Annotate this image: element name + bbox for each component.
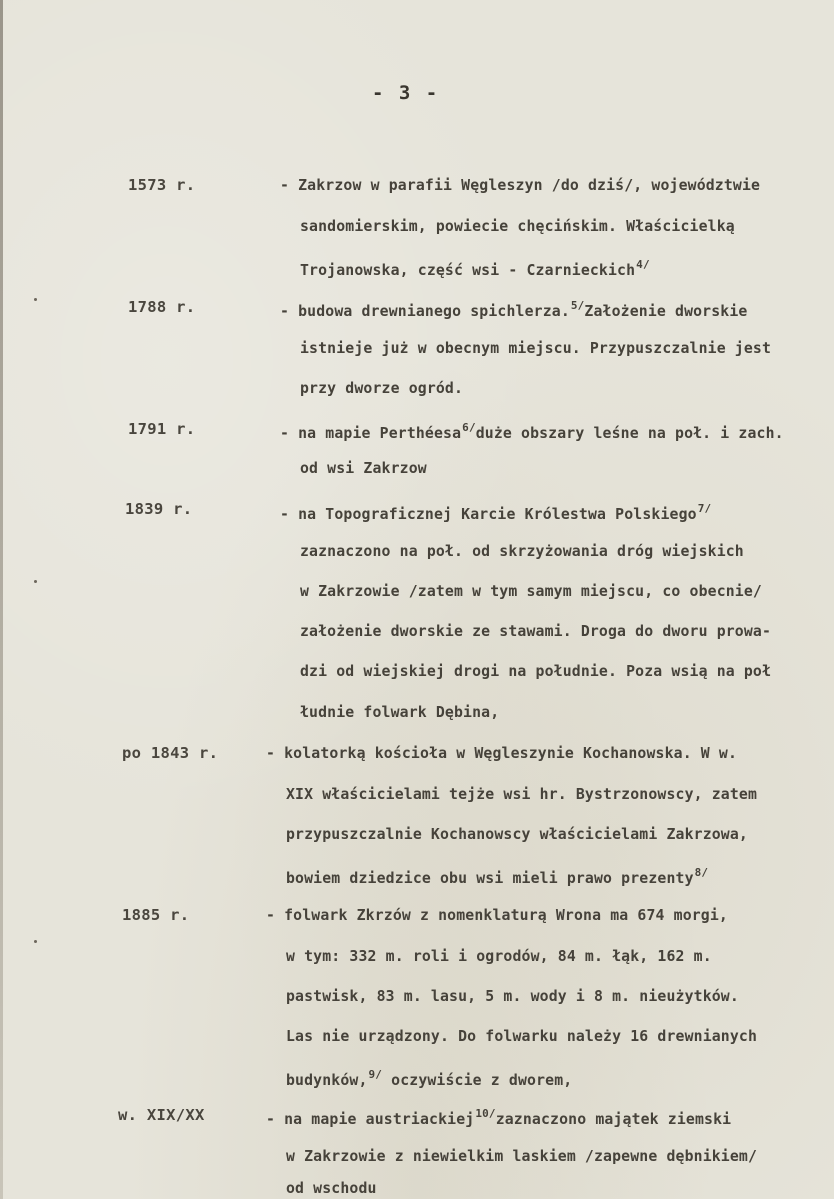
footnote-marker: 10/ (475, 1107, 496, 1120)
entry-date: 1885 r. (122, 906, 190, 924)
margin-speck (34, 298, 37, 301)
footnote-marker: 6/ (462, 421, 476, 434)
entry-line: zaznaczono na poł. od skrzyżowania dróg wiejskich (300, 543, 744, 560)
entry-line: - Zakrzow w parafii Węgleszyn /do dziś/, województwie (280, 177, 761, 194)
entry-line: - kolatorką kościoła w Węgleszynie Kochanowska. W w. (266, 745, 738, 762)
entry-line: od wsi Zakrzow (300, 460, 427, 477)
entry-line: - na Topograficznej Karcie Królestwa Polskiego$^{7/}$ (280, 502, 712, 523)
entry-line: dzi od wiejskiej drogi na południe. Poza wsią na poł (300, 663, 772, 680)
entry-date: w. XIX/XX (118, 1106, 205, 1124)
entry-line: łudnie folwark Dębina, (300, 704, 500, 721)
entry-line: w Zakrzowie /zatem w tym samym miejscu, co obecnie/ (300, 583, 762, 600)
entry-line: Las nie urządzony. Do folwarku należy 16 drewnianych (286, 1028, 758, 1045)
entry-line: - folwark Zkrzów z nomenklaturą Wrona ma 674 morgi, (266, 907, 728, 924)
entry-line: bowiem dziedzice obu wsi mieli prawo prezenty$^{8/}$ (286, 866, 709, 887)
footnote-marker: 5/ (570, 299, 585, 312)
entry-line: Trojanowska, część wsi - Czarnieckich$^{4/}$ (300, 258, 650, 279)
entry-date: 1573 r. (128, 176, 196, 194)
entry-line: w tym: 332 m. roli i ogrodów, 84 m. łąk, 162 m. (286, 948, 712, 965)
footnote-marker: 4/ (636, 258, 650, 271)
entry-line: pastwisk, 83 m. lasu, 5 m. wody i 8 m. nieużytków. (286, 988, 739, 1005)
margin-speck (34, 940, 37, 943)
entry-line: od wschodu (286, 1180, 377, 1197)
entry-line: przypuszczalnie Kochanowscy właścicielami Zakrzowa, (286, 826, 748, 843)
entry-date: 1791 r. (128, 420, 196, 438)
entry-line: przy dworze ogród. (300, 380, 464, 397)
entry-date: po 1843 r. (122, 744, 219, 762)
entry-line: założenie dworskie ze stawami. Droga do dworu prowa- (300, 623, 772, 640)
page-number: - 3 - (372, 82, 440, 104)
entry-line: XIX właścicielami tejże wsi hr. Bystrzonowscy, zatem (286, 786, 758, 803)
footnote-marker: 9/ (368, 1068, 383, 1081)
margin-speck (34, 580, 37, 583)
entry-line: w Zakrzowie z niewielkim laskiem /zapewne dębnikiem/ (286, 1148, 758, 1165)
entry-date: 1839 r. (125, 500, 193, 518)
entry-line: sandomierskim, powiecie chęcińskim. Właścicielką (300, 218, 735, 235)
page-edge (0, 0, 3, 1199)
footnote-marker: 7/ (697, 502, 712, 515)
entry-line: - budowa drewnianego spichlerza.$^{5/}$Założenie dworskie (280, 299, 748, 320)
entry-line: - na mapie Perthéesa$^{6/}$duże obszary leśne na poł. i zach. (280, 421, 784, 442)
entry-date: 1788 r. (128, 298, 196, 316)
footnote-marker: 8/ (694, 866, 709, 879)
entry-line: istnieje już w obecnym miejscu. Przypuszczalnie jest (300, 340, 772, 357)
entry-line: budynków,$^{9/}$ oczywiście z dworem, (286, 1068, 573, 1089)
entry-line: - na mapie austriackiej$^{10/}$zaznaczono majątek ziemski (266, 1107, 732, 1128)
